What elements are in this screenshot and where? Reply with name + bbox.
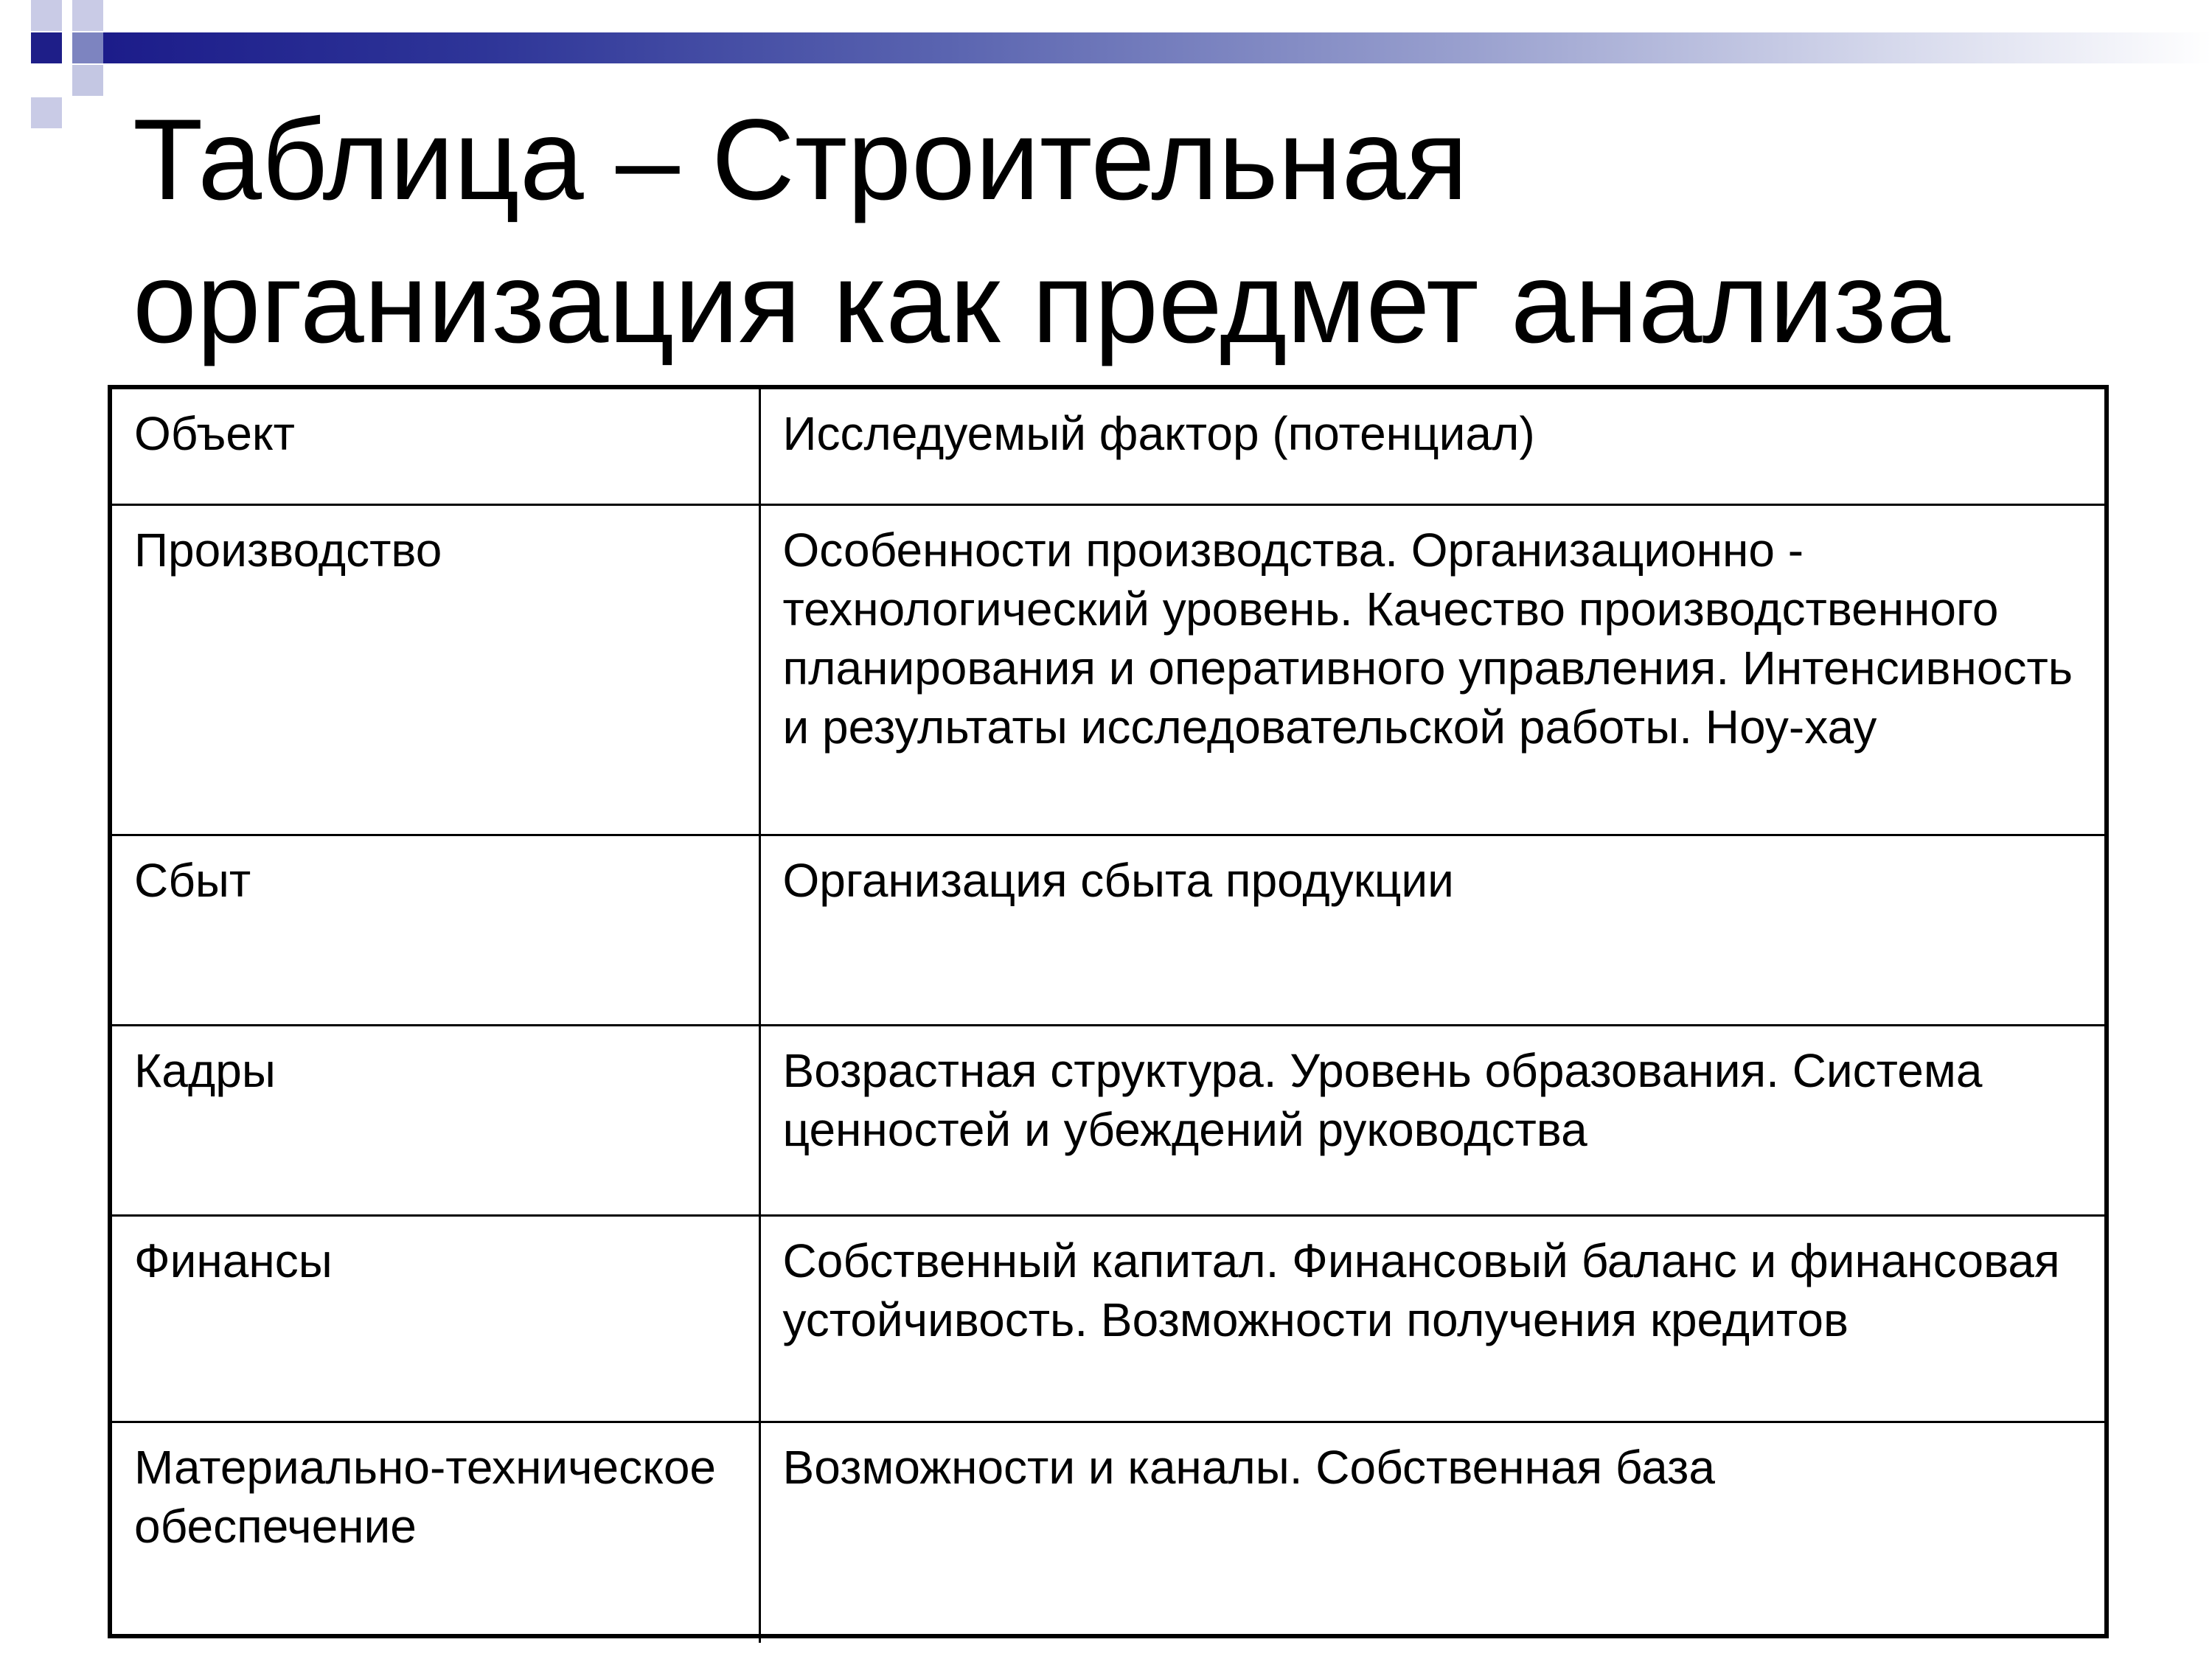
decorative-square [72, 32, 103, 63]
table-row [112, 1422, 2104, 1643]
factor-cell: Возрастная структура. Уровень образования. Система ценностей и убеждений руководства [759, 1025, 2104, 1215]
factor-cell: Возможности и каналы. Собственная база [759, 1422, 2104, 1643]
decorative-square [31, 97, 62, 128]
analysis-table [108, 385, 2109, 1638]
object-cell: Материально-техническое обеспечение [112, 1422, 759, 1643]
object-cell: Финансы [112, 1215, 759, 1422]
table-header-row [112, 389, 2104, 504]
factor-cell: Организация сбыта продукции [759, 835, 2104, 1025]
table-row [112, 1025, 2104, 1215]
header-cell-object: Объект [112, 389, 759, 504]
header-gradient-band [103, 32, 2212, 63]
object-cell: Кадры [112, 1025, 759, 1215]
decorative-square [72, 0, 103, 31]
decorative-square [31, 32, 62, 63]
object-cell: Сбыт [112, 835, 759, 1025]
header-cell-factor: Исследуемый фактор (потенциал) [759, 389, 2104, 504]
decorative-square [31, 0, 62, 31]
table-row [112, 504, 2104, 835]
object-cell: Производство [112, 504, 759, 835]
factor-cell: Собственный капитал. Финансовый баланс и финансовая устойчивость. Возможности получения кредитов [759, 1215, 2104, 1422]
slide-title: Таблица – Строительная организация как предмет анализа [133, 96, 1950, 367]
table-row [112, 1215, 2104, 1422]
table-row [112, 835, 2104, 1025]
factor-cell: Особенности производства. Организационно - технологический уровень. Качество производственного планирования и оперативного управления. Интенсивность и результаты исследовательской работы. Ноу-хау [759, 504, 2104, 835]
decorative-square [72, 65, 103, 96]
